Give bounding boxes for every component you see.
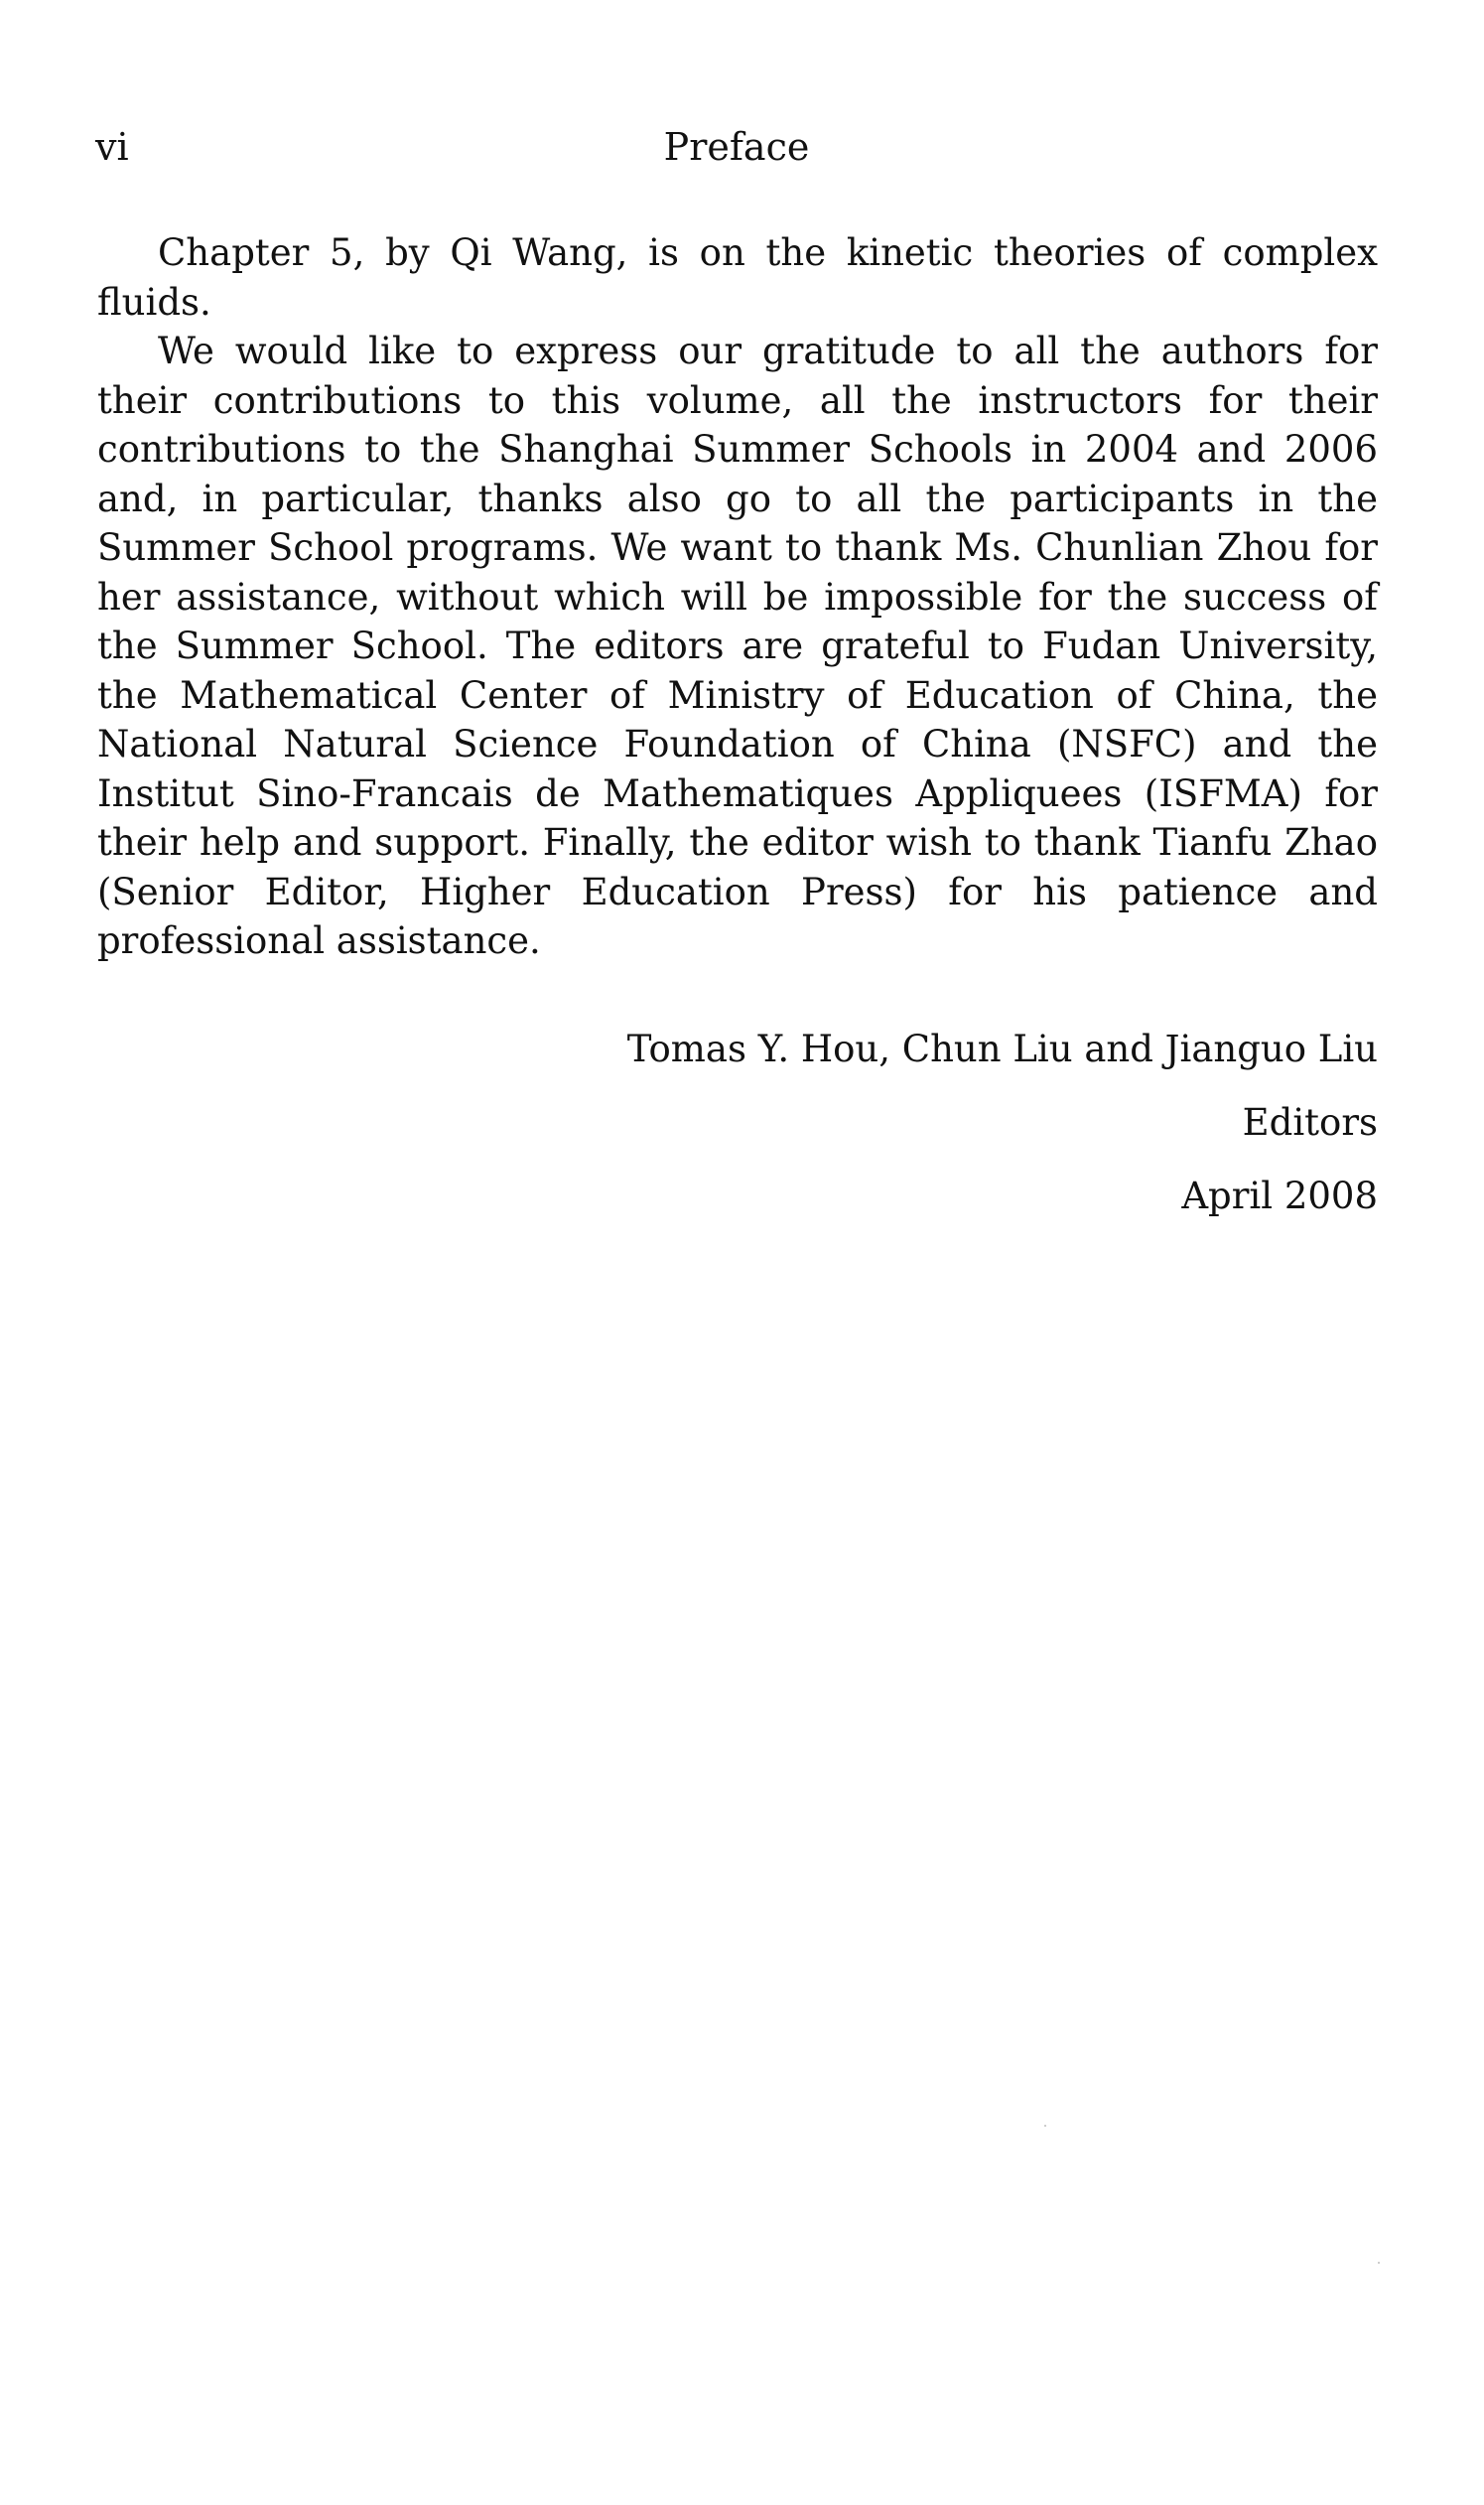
running-head (95, 117, 1378, 177)
scan-speck (1378, 2262, 1380, 2264)
editors-signature (97, 1013, 1378, 1233)
paragraph-acknowledgements: We would like to express our gratitude to all the authors for their contributions to this volume, all the instructors for their contributions to the Shanghai Summer Schools in 2004 and 2006 and, in particular, thanks also go to all the participants in the Summer School programs. We want to thank Ms. Chunlian Zhou for her assistance, without which will be impossible for the success of the Summer School. The editors are grateful to Fudan University, the Mathematical Center of Ministry of Education of China, the National Natural Science Foundation of China (NSFC) and the Institut Sino-Francais de Mathematiques Appliquees (ISFMA) for their help and support. Finally, the editor wish to thank Tianfu Zhao (Senior Editor, Higher Education Press) for his patience and professional assistance. (97, 330, 1378, 962)
preface-body (97, 228, 1378, 966)
editor-names: Tomas Y. Hou, Chun Liu and Jianguo Liu (626, 1028, 1378, 1070)
page-number: vi (95, 125, 129, 169)
scan-speck (1044, 2125, 1046, 2127)
running-title: Preface (663, 125, 810, 169)
paragraph-chapter-5: Chapter 5, by Qi Wang, is on the kinetic theories of complex fluids. (97, 231, 1378, 324)
editor-role: Editors (1242, 1101, 1378, 1144)
signature-date: April 2008 (1181, 1175, 1378, 1217)
